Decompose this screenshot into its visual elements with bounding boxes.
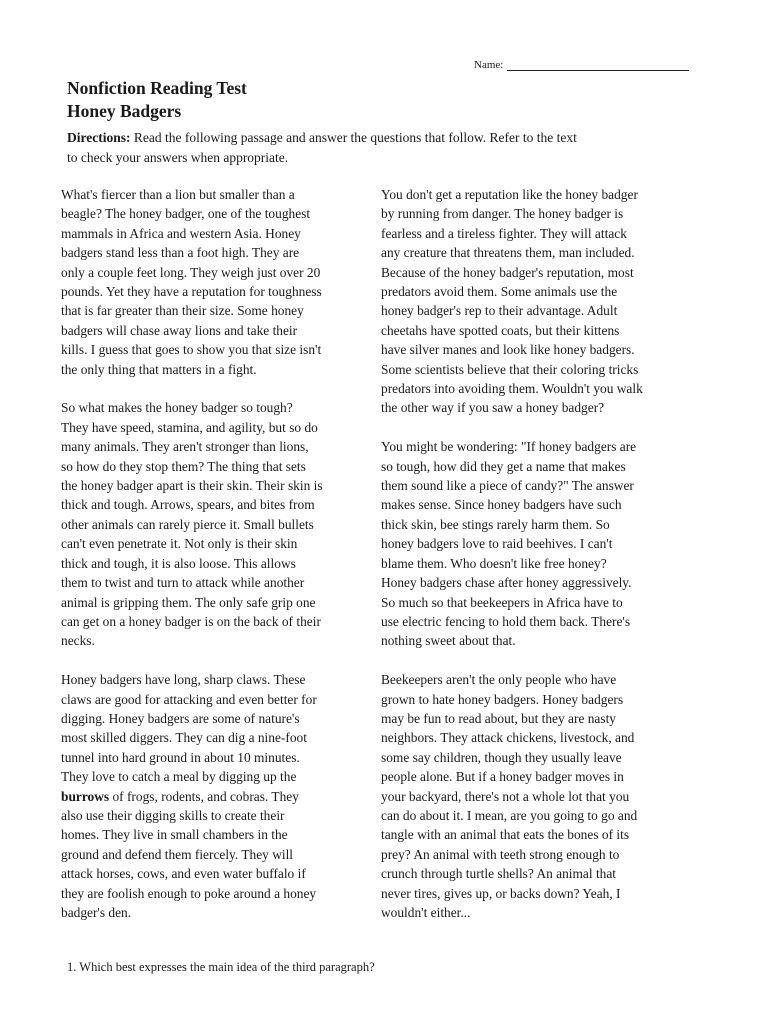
text-line: crunch through turtle shells? An animal that bbox=[381, 866, 617, 882]
text-line: thick and tough, it is also loose. This allows bbox=[61, 555, 296, 571]
title-line-2: Honey Badgers bbox=[67, 101, 182, 121]
text-line: the honey badger apart is their skin. Their skin is bbox=[61, 478, 323, 494]
text-line: can't even penetrate it. Not only is their skin bbox=[61, 536, 298, 552]
name-blank-line[interactable] bbox=[507, 58, 689, 71]
text-line: badgers stand less than a foot high. They are bbox=[61, 245, 300, 261]
text-line: neighbors. They attack chickens, livestock, and bbox=[381, 730, 635, 746]
paragraph bbox=[381, 670, 703, 922]
text-line: ground and defend them fiercely. They will bbox=[61, 846, 294, 862]
text-line: predators avoid them. Some animals use the bbox=[381, 284, 618, 300]
text-line: that is far greater than their size. Some honey bbox=[61, 303, 304, 319]
text-line: other animals can rarely pierce it. Small bullets bbox=[61, 516, 314, 532]
bold-term: burrows bbox=[61, 788, 110, 804]
directions-label: Directions: bbox=[67, 130, 131, 145]
text-line: your backyard, there's not a whole lot that you bbox=[381, 788, 630, 804]
text-line: What's fiercer than a lion but smaller than a bbox=[61, 187, 295, 202]
text-line: have silver manes and look like honey badgers. bbox=[381, 342, 635, 358]
text-line bbox=[61, 787, 381, 806]
directions bbox=[67, 128, 717, 167]
text-line: they are foolish enough to poke around a honey bbox=[61, 885, 317, 901]
text-line: wouldn't either... bbox=[381, 905, 471, 920]
text-line: tangle with an animal that eats the bones of its bbox=[381, 827, 630, 843]
text-line: claws are good for attacking and even better for bbox=[61, 691, 317, 707]
text-line: Some scientists believe that their coloring tricks bbox=[381, 361, 639, 377]
text-line: by running from danger. The honey badger is bbox=[381, 206, 624, 222]
right-column bbox=[381, 185, 703, 942]
text-line: You don't get a reputation like the honey badger bbox=[381, 187, 638, 202]
text-line: use electric fencing to hold them back. There's bbox=[381, 613, 631, 629]
text-line: also use their digging skills to create their bbox=[61, 807, 285, 823]
text-line: them to twist and turn to attack while another bbox=[61, 575, 305, 591]
directions-text-2: to check your answers when appropriate. bbox=[67, 149, 289, 165]
text-line: any creature that threatens them, man included. bbox=[381, 245, 635, 261]
text-line: grown to hate honey badgers. Honey badgers bbox=[381, 691, 624, 707]
text-line: So much so that beekeepers in Africa have to bbox=[381, 594, 623, 610]
text-line: homes. They live in small chambers in the bbox=[61, 827, 288, 843]
paragraph bbox=[381, 437, 703, 650]
name-label: Name: bbox=[474, 59, 504, 71]
paragraph bbox=[61, 185, 381, 379]
text-line: thick and tough. Arrows, spears, and bites from bbox=[61, 497, 315, 513]
text-line: They have speed, stamina, and agility, but so do bbox=[61, 419, 318, 435]
text-line: attack horses, cows, and even water buffalo if bbox=[61, 866, 306, 882]
question-1: 1. Which best expresses the main idea of the third paragraph? bbox=[67, 960, 375, 974]
text-line: kills. I guess that goes to show you that size isn't bbox=[61, 342, 322, 358]
text-line: pounds. Yet they have a reputation for toughness bbox=[61, 284, 322, 300]
text-line: Beekeepers aren't the only people who have bbox=[381, 672, 617, 688]
text-line: makes sense. Since honey badgers have such bbox=[381, 497, 622, 513]
text-line: tunnel into hard ground in about 10 minutes. bbox=[61, 749, 300, 765]
paragraph bbox=[61, 670, 381, 922]
text-line: the other way if you saw a honey badger? bbox=[381, 400, 605, 416]
text-line: Honey badgers chase after honey aggressively. bbox=[381, 575, 632, 591]
text-line: so how do they stop them? The thing that sets bbox=[61, 458, 306, 474]
text-line: cheetahs have spotted coats, but their kittens bbox=[381, 322, 620, 338]
text-line: so tough, how did they get a name that makes bbox=[381, 458, 626, 474]
title-line-1: Nonfiction Reading Test bbox=[67, 78, 247, 98]
paragraph bbox=[61, 398, 381, 650]
text-line: digging. Honey badgers are some of nature's bbox=[61, 710, 300, 726]
text-line-rest: of frogs, rodents, and cobras. They bbox=[109, 788, 299, 804]
paragraph bbox=[381, 185, 703, 418]
text-line: many animals. They aren't stronger than lions, bbox=[61, 439, 309, 455]
text-line: only a couple feet long. They weigh just over 20 bbox=[61, 264, 321, 280]
text-line: honey badger's rep to their advantage. Adult bbox=[381, 303, 618, 319]
text-line: may be fun to read about, but they are nasty bbox=[381, 710, 617, 726]
text-line: them sound like a piece of candy?" The answer bbox=[381, 478, 634, 494]
name-field-row bbox=[474, 58, 689, 71]
text-line: necks. bbox=[61, 633, 95, 649]
text-line: nothing sweet about that. bbox=[381, 633, 516, 649]
left-column bbox=[61, 185, 381, 942]
text-line: some say children, though they usually leave bbox=[381, 749, 622, 765]
text-line: honey badgers love to raid beehives. I can't bbox=[381, 536, 613, 552]
text-line: blame them. Who doesn't like free honey? bbox=[381, 555, 607, 571]
text-line: mammals in Africa and western Asia. Honey bbox=[61, 225, 301, 241]
text-line: You might be wondering: "If honey badgers are bbox=[381, 439, 637, 455]
directions-text-1: Read the following passage and answer the questions that follow. Refer to the text bbox=[130, 130, 577, 145]
text-line: Honey badgers have long, sharp claws. These bbox=[61, 672, 306, 688]
text-line: badger's den. bbox=[61, 905, 132, 920]
text-line: beagle? The honey badger, one of the toughest bbox=[61, 206, 311, 222]
text-line: the only thing that matters in a fight. bbox=[61, 361, 257, 377]
page-title bbox=[67, 77, 247, 123]
text-line: can do about it. I mean, are you going to go and bbox=[381, 807, 638, 823]
text-line: prey? An animal with teeth strong enough to bbox=[381, 846, 620, 862]
text-line: thick skin, bee stings rarely harm them. So bbox=[381, 516, 610, 532]
text-line: They love to catch a meal by digging up the bbox=[61, 769, 297, 785]
text-line: people alone. But if a honey badger moves in bbox=[381, 769, 624, 785]
text-line: animal is gripping them. The only safe grip one bbox=[61, 594, 316, 610]
text-line: Because of the honey badger's reputation, most bbox=[381, 264, 634, 280]
text-line: fearless and a tireless fighter. They will attack bbox=[381, 225, 627, 241]
text-line: badgers will chase away lions and take their bbox=[61, 322, 298, 338]
text-line: can get on a honey badger is on the back of their bbox=[61, 613, 321, 629]
text-line: So what makes the honey badger so tough? bbox=[61, 400, 293, 416]
text-line: most skilled diggers. They can dig a nine-foot bbox=[61, 730, 307, 746]
text-line: predators into avoiding them. Wouldn't you walk bbox=[381, 381, 643, 397]
text-line: never tires, gives up, or backs down? Yeah, I bbox=[381, 885, 621, 901]
